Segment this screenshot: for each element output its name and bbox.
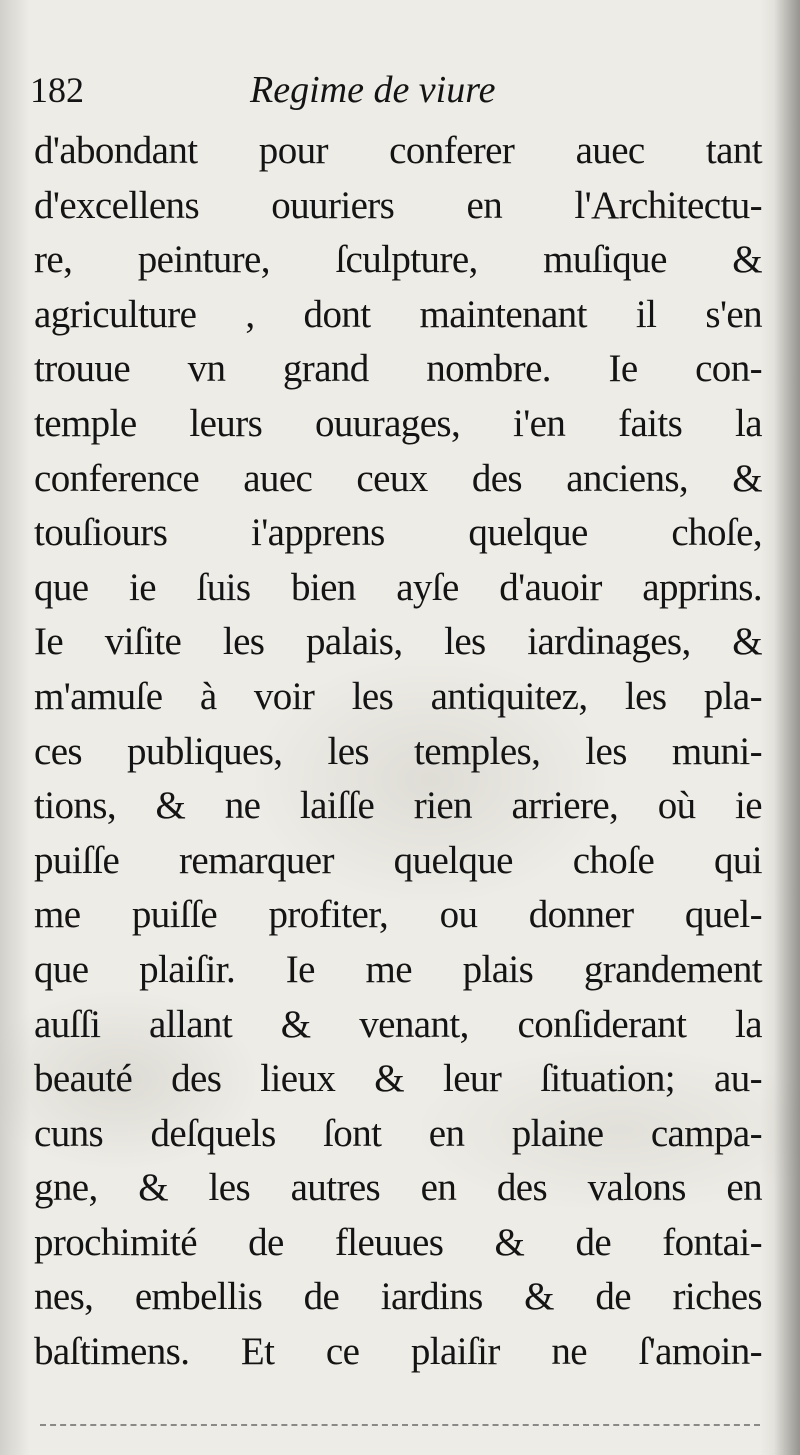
text-line: conference auec ceux des anciens, & xyxy=(34,456,762,500)
text-line: puiſſe remarquer quelque choſe qui xyxy=(34,838,762,882)
text-line: d'abondant pour conferer auec tant xyxy=(34,129,762,172)
text-line: ces publiques, les temples, les muni- xyxy=(34,729,762,773)
text-line: nes, embellis de iardins & de riches xyxy=(34,1275,762,1319)
text-line: tions, & ne laiſſe rien arriere, où ie xyxy=(34,784,762,828)
page-number: 182 xyxy=(30,70,84,110)
text-line: auſſi allant & venant, conſiderant la xyxy=(34,1002,762,1046)
text-line: re, peinture, ſculpture, muſique & xyxy=(34,238,762,282)
text-line: que ie ſuis bien ayſe d'auoir apprins. xyxy=(34,565,762,609)
text-line: d'excellens ouuriers en l'Architectu- xyxy=(34,183,762,227)
text-line: prochimité de fleuues & de fontai- xyxy=(34,1220,762,1264)
page-gutter-shadow xyxy=(774,0,800,1455)
page-bottom-rule xyxy=(40,1424,760,1426)
text-line: me puiſſe profiter, ou donner quel- xyxy=(34,893,762,937)
body-text xyxy=(34,124,762,1380)
text-line: baſtimens. Et ce plaiſir ne ſ'amoin- xyxy=(34,1330,762,1374)
running-head: Regime de viure xyxy=(250,69,496,111)
text-line: cuns deſquels ſont en plaine campa- xyxy=(34,1111,762,1155)
text-line: agriculture , dont maintenant il s'en xyxy=(34,292,762,336)
page-header xyxy=(30,62,770,118)
text-line: que plaiſir. Ie me plais grandement xyxy=(34,947,762,991)
text-line: touſiours i'apprens quelque choſe, xyxy=(34,511,762,555)
text-line: gne, & les autres en des valons en xyxy=(34,1166,762,1210)
text-line: trouue vn grand nombre. Ie con- xyxy=(34,347,762,391)
text-line: m'amuſe à voir les antiquitez, les pla- xyxy=(34,674,762,718)
text-line: beauté des lieux & leur ſituation; au- xyxy=(34,1057,762,1101)
text-line: Ie viſite les palais, les iardinages, & xyxy=(34,620,762,664)
text-line: temple leurs ouurages, i'en faits la xyxy=(34,401,762,445)
